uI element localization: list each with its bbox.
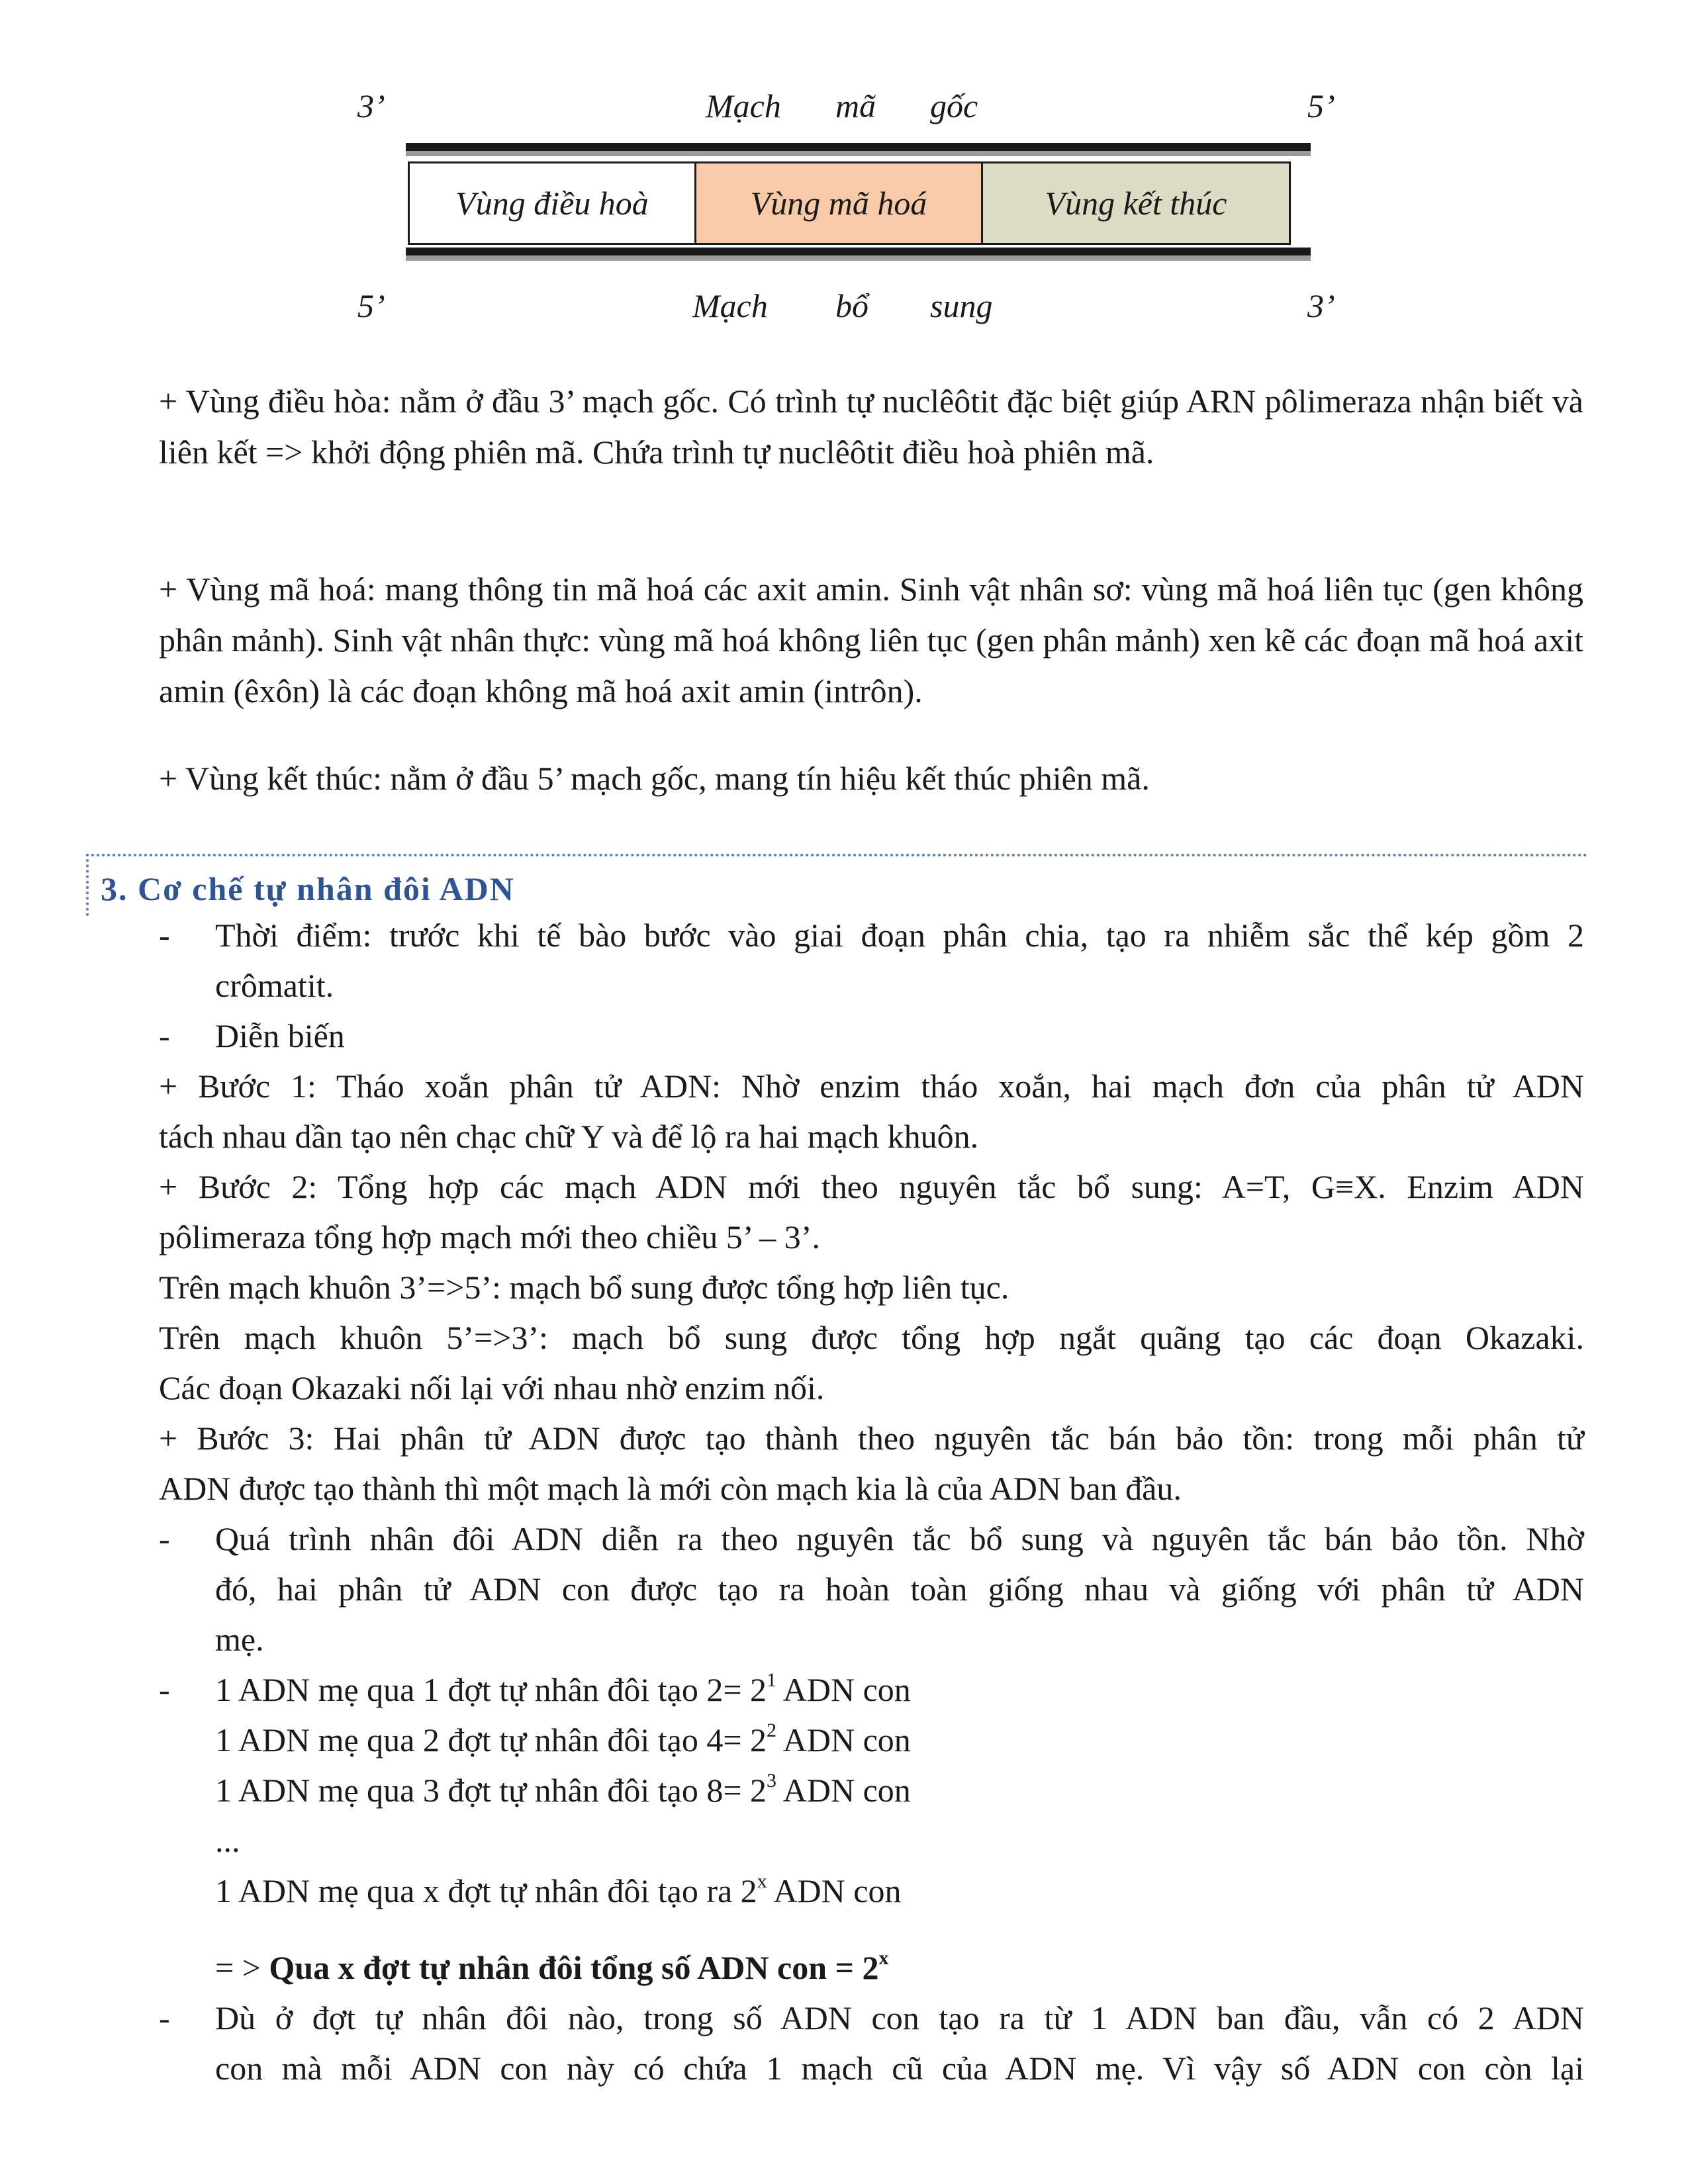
complementary-strand-label-word: Mạch (692, 287, 768, 324)
principle-line-1: Quá trình nhân đôi ADN diễn ra theo nguyên tắc bổ sung và nguyên tắc bán bảo tồn. Nhờ (215, 1520, 1584, 1557)
formula-text: 1 ADN mẹ qua 3 đợt tự nhân đôi tạo 8= 2 (215, 1772, 767, 1809)
formula-exponent: 3 (767, 1770, 777, 1792)
formula-line-2 (215, 1715, 911, 1765)
lagging-strand-line-1: Trên mạch khuôn 5’=>3’: mạch bổ sung được tổng hợp ngắt quãng tạo các đoạn Okazaki. (159, 1319, 1584, 1356)
formula-exponent: 1 (767, 1669, 777, 1691)
formula-text: 1 ADN mẹ qua 2 đợt tự nhân đôi tạo 4= 2 (215, 1721, 767, 1758)
template-strand-3-prime: 3’ (357, 87, 385, 124)
final-line-2: con mà mỗi ADN con này có chứa 1 mạch cũ của ADN mẹ. Vì vậy số ADN con còn lại (215, 2050, 1584, 2087)
section-heading: 3. Cơ chế tự nhân đôi ADN (101, 870, 515, 907)
coding-region-label: Vùng mã hoá (750, 185, 927, 222)
conclusion-line (215, 1942, 889, 1993)
formula-line-3 (215, 1765, 911, 1815)
conclusion-text: Qua x đợt tự nhân đôi tổng số ADN con = 2 (269, 1949, 879, 1986)
complementary-strand-label-word: sung (930, 287, 993, 324)
bullet-dash: - (159, 1017, 170, 1054)
conclusion-exponent: x (878, 1947, 889, 1969)
template-strand-label-word: mã (835, 87, 876, 124)
principle-line-2: đó, hai phân tử ADN con được tạo ra hoàn toàn giống nhau và giống với phân tử ADN (215, 1570, 1584, 1608)
formula-exponent: 2 (767, 1719, 777, 1741)
step1-line-2: tách nhau dần tạo nên chạc chữ Y và để lộ ra hai mạch khuôn. (159, 1118, 979, 1155)
step3-line-2: ADN được tạo thành thì một mạch là mới còn mạch kia là của ADN ban đầu. (159, 1470, 1182, 1507)
formula-tail: ADN con (776, 1772, 911, 1809)
gene-structure-diagram (0, 0, 1688, 344)
template-strand-shadow (406, 151, 1311, 156)
template-strand-label-word: Mạch (706, 87, 781, 124)
lagging-strand-line-2: Các đoạn Okazaki nối lại với nhau nhờ enzim nối. (159, 1369, 825, 1406)
template-strand-5-prime: 5’ (1307, 87, 1335, 124)
regulatory-region-box (408, 161, 696, 245)
termination-region-label: Vùng kết thúc (1045, 185, 1227, 222)
process-label: Diễn biến (215, 1017, 345, 1054)
step2-line-2: pôlimeraza tổng hợp mạch mới theo chiều 5’ – 3’. (159, 1218, 820, 1255)
termination-region-paragraph: + Vùng kết thúc: nằm ở đầu 5’ mạch gốc, mang tín hiệu kết thúc phiên mã. (159, 760, 1150, 797)
formula-tail: ADN con (767, 1872, 902, 1909)
formula-line-x (215, 1866, 901, 1916)
complementary-strand-label-word: bổ (835, 287, 868, 324)
complementary-strand-5-prime: 5’ (357, 287, 385, 324)
coding-region-paragraph: + Vùng mã hoá: mang thông tin mã hoá các axit amin. Sinh vật nhân sơ: vùng mã hoá liên tục (gen không phân mảnh). Sinh vật nhân thực: vùng mã hoá không liên tục (gen phân mảnh) xen kẽ các đoạn mã hoá axit amin (êxôn) là các đoạn không mã hoá axit amin (intrôn). (159, 570, 1583, 709)
principle-line-3: mẹ. (215, 1621, 264, 1658)
timing-line-2: crômatit. (215, 967, 334, 1004)
step1-line-1: + Bước 1: Tháo xoắn phân tử ADN: Nhờ enzim tháo xoắn, hai mạch đơn của phân tử ADN (159, 1068, 1584, 1105)
bullet-dash: - (159, 1671, 170, 1708)
complementary-strand-line (406, 248, 1311, 255)
bullet-dash: - (159, 1999, 170, 2036)
final-line-1: Dù ở đợt tự nhân đôi nào, trong số ADN con tạo ra từ 1 ADN ban đầu, vẫn có 2 ADN (215, 1999, 1584, 2036)
leading-strand-line: Trên mạch khuôn 3’=>5’: mạch bổ sung được tổng hợp liên tục. (159, 1269, 1009, 1306)
complementary-strand-shadow (406, 255, 1311, 261)
timing-line-1: Thời điểm: trước khi tế bào bước vào giai đoạn phân chia, tạo ra nhiễm sắc thể kép gồm 2 (215, 917, 1584, 954)
formula-ellipsis: ... (215, 1822, 240, 1859)
coding-region-box (694, 161, 983, 245)
regulatory-region-paragraph: + Vùng điều hòa: nằm ở đầu 3’ mạch gốc. Có trình tự nuclêôtit đặc biệt giúp ARN pôlimeraza nhận biết và liên kết => khởi động phiên mã. Chứa trình tự nuclêôtit điều hoà phiên mã. (159, 383, 1583, 471)
formula-exponent: x (757, 1870, 767, 1892)
formula-text: 1 ADN mẹ qua 1 đợt tự nhân đôi tạo 2= 2 (215, 1671, 767, 1708)
template-strand-line (406, 143, 1311, 151)
complementary-strand-3-prime: 3’ (1307, 287, 1335, 324)
formula-tail: ADN con (776, 1671, 911, 1708)
formula-text: 1 ADN mẹ qua x đợt tự nhân đôi tạo ra 2 (215, 1872, 757, 1909)
regulatory-region-label: Vùng điều hoà (455, 185, 649, 222)
step3-line-1: + Bước 3: Hai phân tử ADN được tạo thành theo nguyên tắc bán bảo tồn: trong mỗi phân tử (159, 1420, 1584, 1457)
bullet-dash: - (159, 1520, 170, 1557)
termination-region-box (981, 161, 1291, 245)
formula-line-1 (215, 1664, 911, 1715)
step2-line-1: + Bước 2: Tổng hợp các mạch ADN mới theo nguyên tắc bổ sung: A=T, G≡X. Enzim ADN (159, 1168, 1584, 1205)
conclusion-prefix: = > (215, 1949, 269, 1986)
template-strand-label-word: gốc (930, 87, 978, 124)
section-heading-frame (86, 854, 1588, 916)
formula-tail: ADN con (776, 1721, 911, 1758)
bullet-dash: - (159, 917, 170, 954)
